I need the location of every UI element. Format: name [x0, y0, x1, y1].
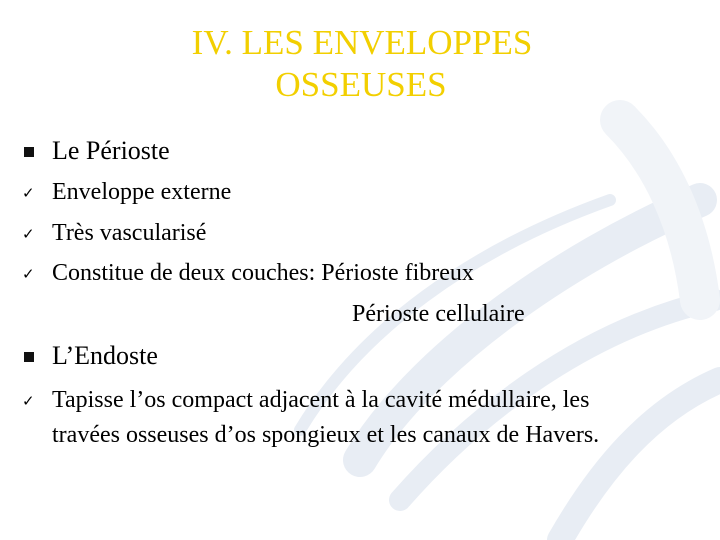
- square-bullet-icon: [24, 147, 34, 157]
- checkmark-icon: ✓: [22, 225, 35, 243]
- section-heading-text: L’Endoste: [52, 341, 158, 370]
- list-item-text: Tapisse l’os compact adjacent à la cavité médullaire, les: [52, 387, 590, 413]
- slide-title-line-2: OSSEUSES: [275, 65, 447, 104]
- square-bullet-icon: [24, 352, 34, 362]
- slide-title-line-1: IV. LES ENVELOPPES: [191, 23, 533, 62]
- list-item-continuation: Périoste cellulaire: [352, 301, 525, 327]
- slide-title: [0, 22, 720, 106]
- checkmark-icon: ✓: [22, 184, 35, 202]
- list-item-text: Constitue de deux couches: Périoste fibreux: [52, 260, 474, 286]
- checkmark-icon: ✓: [22, 392, 35, 410]
- list-item-text: Enveloppe externe: [52, 179, 232, 205]
- list-item-text: Très vascularisé: [52, 220, 207, 246]
- checkmark-icon: ✓: [22, 265, 35, 283]
- list-item-continuation: travées osseuses d’os spongieux et les canaux de Havers.: [52, 422, 600, 448]
- section-heading-text: Le Périoste: [52, 136, 170, 165]
